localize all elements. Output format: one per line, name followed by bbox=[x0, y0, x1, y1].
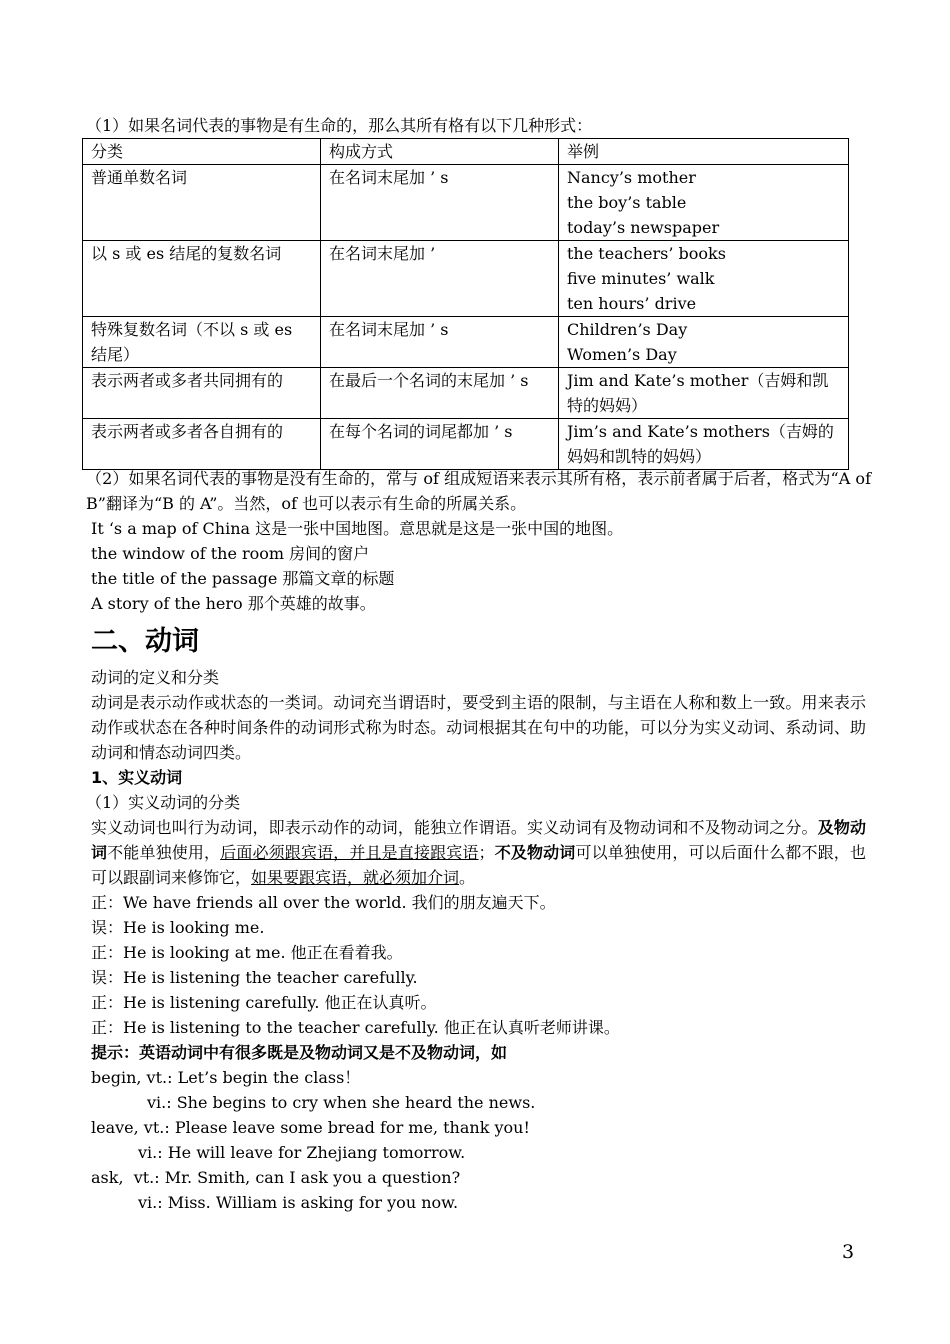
method-cell: 在每个名词的词尾都加 ’ s bbox=[321, 419, 559, 470]
example-line: today’s newspaper bbox=[567, 218, 720, 237]
category-cell: 特殊复数名词（不以 s 或 es 结尾） bbox=[83, 317, 321, 368]
example-line: 误：He is listening the teacher carefully. bbox=[91, 968, 418, 987]
example-line: Jim and Kate’s mother（吉姆和凯特的妈妈） bbox=[567, 371, 829, 415]
example-line: 误：He is looking me. bbox=[91, 918, 265, 937]
section-heading: 二、动词 bbox=[91, 626, 199, 657]
examples-cell bbox=[559, 241, 849, 317]
method-cell: 在最后一个名词的末尾加 ’ s bbox=[321, 368, 559, 419]
table-row bbox=[83, 317, 849, 368]
text-run: ； bbox=[478, 843, 495, 862]
section-verbs bbox=[86, 665, 866, 1215]
example-line: Children’s Day bbox=[567, 320, 688, 339]
possessive-table bbox=[82, 138, 849, 470]
examples-cell bbox=[559, 165, 849, 241]
example-line: Women’s Day bbox=[567, 345, 677, 364]
bold-term: 及物动词 bbox=[91, 818, 866, 862]
method-cell: 在名词末尾加 ’ bbox=[321, 241, 559, 317]
underlined-text: 如果要跟宾语，就必须加介词 bbox=[251, 868, 460, 887]
header-cell: 构成方式 bbox=[321, 139, 559, 165]
example-line: the teachers’ books bbox=[567, 244, 726, 263]
section-nonliving bbox=[86, 466, 871, 516]
subtitle: 动词的定义和分类 bbox=[91, 668, 220, 687]
example-line: Jim’s and Kate’s mothers（吉姆的妈妈和凯特的妈妈） bbox=[567, 422, 834, 466]
table-row bbox=[83, 368, 849, 419]
method-cell: 在名词末尾加 ’ s bbox=[321, 317, 559, 368]
text-run: 实义动词也叫行为动词，即表示动作的动词，能独立作谓语。实义动词有及物动词和不及物动词之分。 bbox=[91, 818, 818, 837]
category-cell: 以 s 或 es 结尾的复数名词 bbox=[83, 241, 321, 317]
category-cell: 表示两者或多者各自拥有的 bbox=[83, 419, 321, 470]
paragraph: 动词是表示动作或状态的一类词。动词充当谓语时，要受到主语的限制，与主语在人称和数上一致。用来表示动作或状态在各种时间条件的动词形式称为时态。动词根据其在句中的功能，可以分为实义动词、系动词、助动词和情态动词四类。 bbox=[91, 693, 866, 762]
verb-example: vi.: She begins to cry when she heard the news. bbox=[147, 1093, 536, 1112]
verb-example: ask, vt.: Mr. Smith, can I ask you a question? bbox=[91, 1168, 461, 1187]
category-cell: 普通单数名词 bbox=[83, 165, 321, 241]
text-run: 。 bbox=[459, 868, 476, 887]
examples-cell bbox=[559, 368, 849, 419]
paragraph-rich bbox=[91, 815, 866, 890]
example-line: Nancy’s mother bbox=[567, 168, 696, 187]
example-line: A story of the hero 那个英雄的故事。 bbox=[91, 594, 376, 613]
verb-example: vi.: He will leave for Zhejiang tomorrow. bbox=[138, 1143, 466, 1162]
example-line: five minutes’ walk bbox=[567, 269, 715, 288]
text-run: 不能单独使用， bbox=[107, 843, 221, 862]
header-cell: 举例 bbox=[559, 139, 849, 165]
text-run: 可以单独使用，可以后面什么都不跟，也可以跟副词来修饰它， bbox=[91, 843, 866, 887]
table-row bbox=[83, 241, 849, 317]
intro-line: （1）如果名词代表的事物是有生命的，那么其所有格有以下几种形式： bbox=[86, 116, 593, 135]
bold-term: 不及物动词 bbox=[494, 843, 576, 862]
verb-example: vi.: Miss. William is asking for you now. bbox=[138, 1193, 459, 1212]
paragraph: （2）如果名词代表的事物是没有生命的，常与 of 组成短语来表示其所有格，表示前者属于后者，格式为“A of B”翻译为“B 的 A”。当然，of 也可以表示有生命的所属关系。 bbox=[86, 469, 871, 513]
example-line: the boy’s table bbox=[567, 193, 687, 212]
header-cell: 分类 bbox=[83, 139, 321, 165]
page-number: 3 bbox=[842, 1241, 855, 1263]
table-header-row bbox=[83, 139, 849, 165]
tip-line: 提示：英语动词中有很多既是及物动词又是不及物动词，如 bbox=[91, 1043, 508, 1062]
table-row bbox=[83, 165, 849, 241]
subheading-small: （1）实义动词的分类 bbox=[86, 793, 241, 812]
example-line: 正：We have friends all over the world. 我们的朋友遍天下。 bbox=[91, 893, 556, 912]
verb-example: leave, vt.: Please leave some bread for me, thank you! bbox=[91, 1118, 530, 1137]
section-nonliving-examples bbox=[91, 516, 866, 616]
category-cell: 表示两者或多者共同拥有的 bbox=[83, 368, 321, 419]
example-line: It ‘s a map of China 这是一张中国地图。意思就是这是一张中国的地图。 bbox=[91, 519, 624, 538]
example-line: 正：He is looking at me. 他正在看着我。 bbox=[91, 943, 403, 962]
table-row bbox=[83, 419, 849, 470]
example-line: 正：He is listening to the teacher carefully. 他正在认真听老师讲课。 bbox=[91, 1018, 620, 1037]
subheading: 1、实义动词 bbox=[91, 768, 183, 787]
examples-cell bbox=[559, 317, 849, 368]
verb-example: begin, vt.: Let’s begin the class！ bbox=[91, 1068, 361, 1087]
example-line: 正：He is listening carefully. 他正在认真听。 bbox=[91, 993, 437, 1012]
examples-cell bbox=[559, 419, 849, 470]
example-line: the title of the passage 那篇文章的标题 bbox=[91, 569, 395, 588]
underlined-text: 后面必须跟宾语，并且是直接跟宾语 bbox=[220, 843, 479, 862]
example-line: the window of the room 房间的窗户 bbox=[91, 544, 370, 563]
example-line: ten hours’ drive bbox=[567, 294, 697, 313]
method-cell: 在名词末尾加 ’ s bbox=[321, 165, 559, 241]
